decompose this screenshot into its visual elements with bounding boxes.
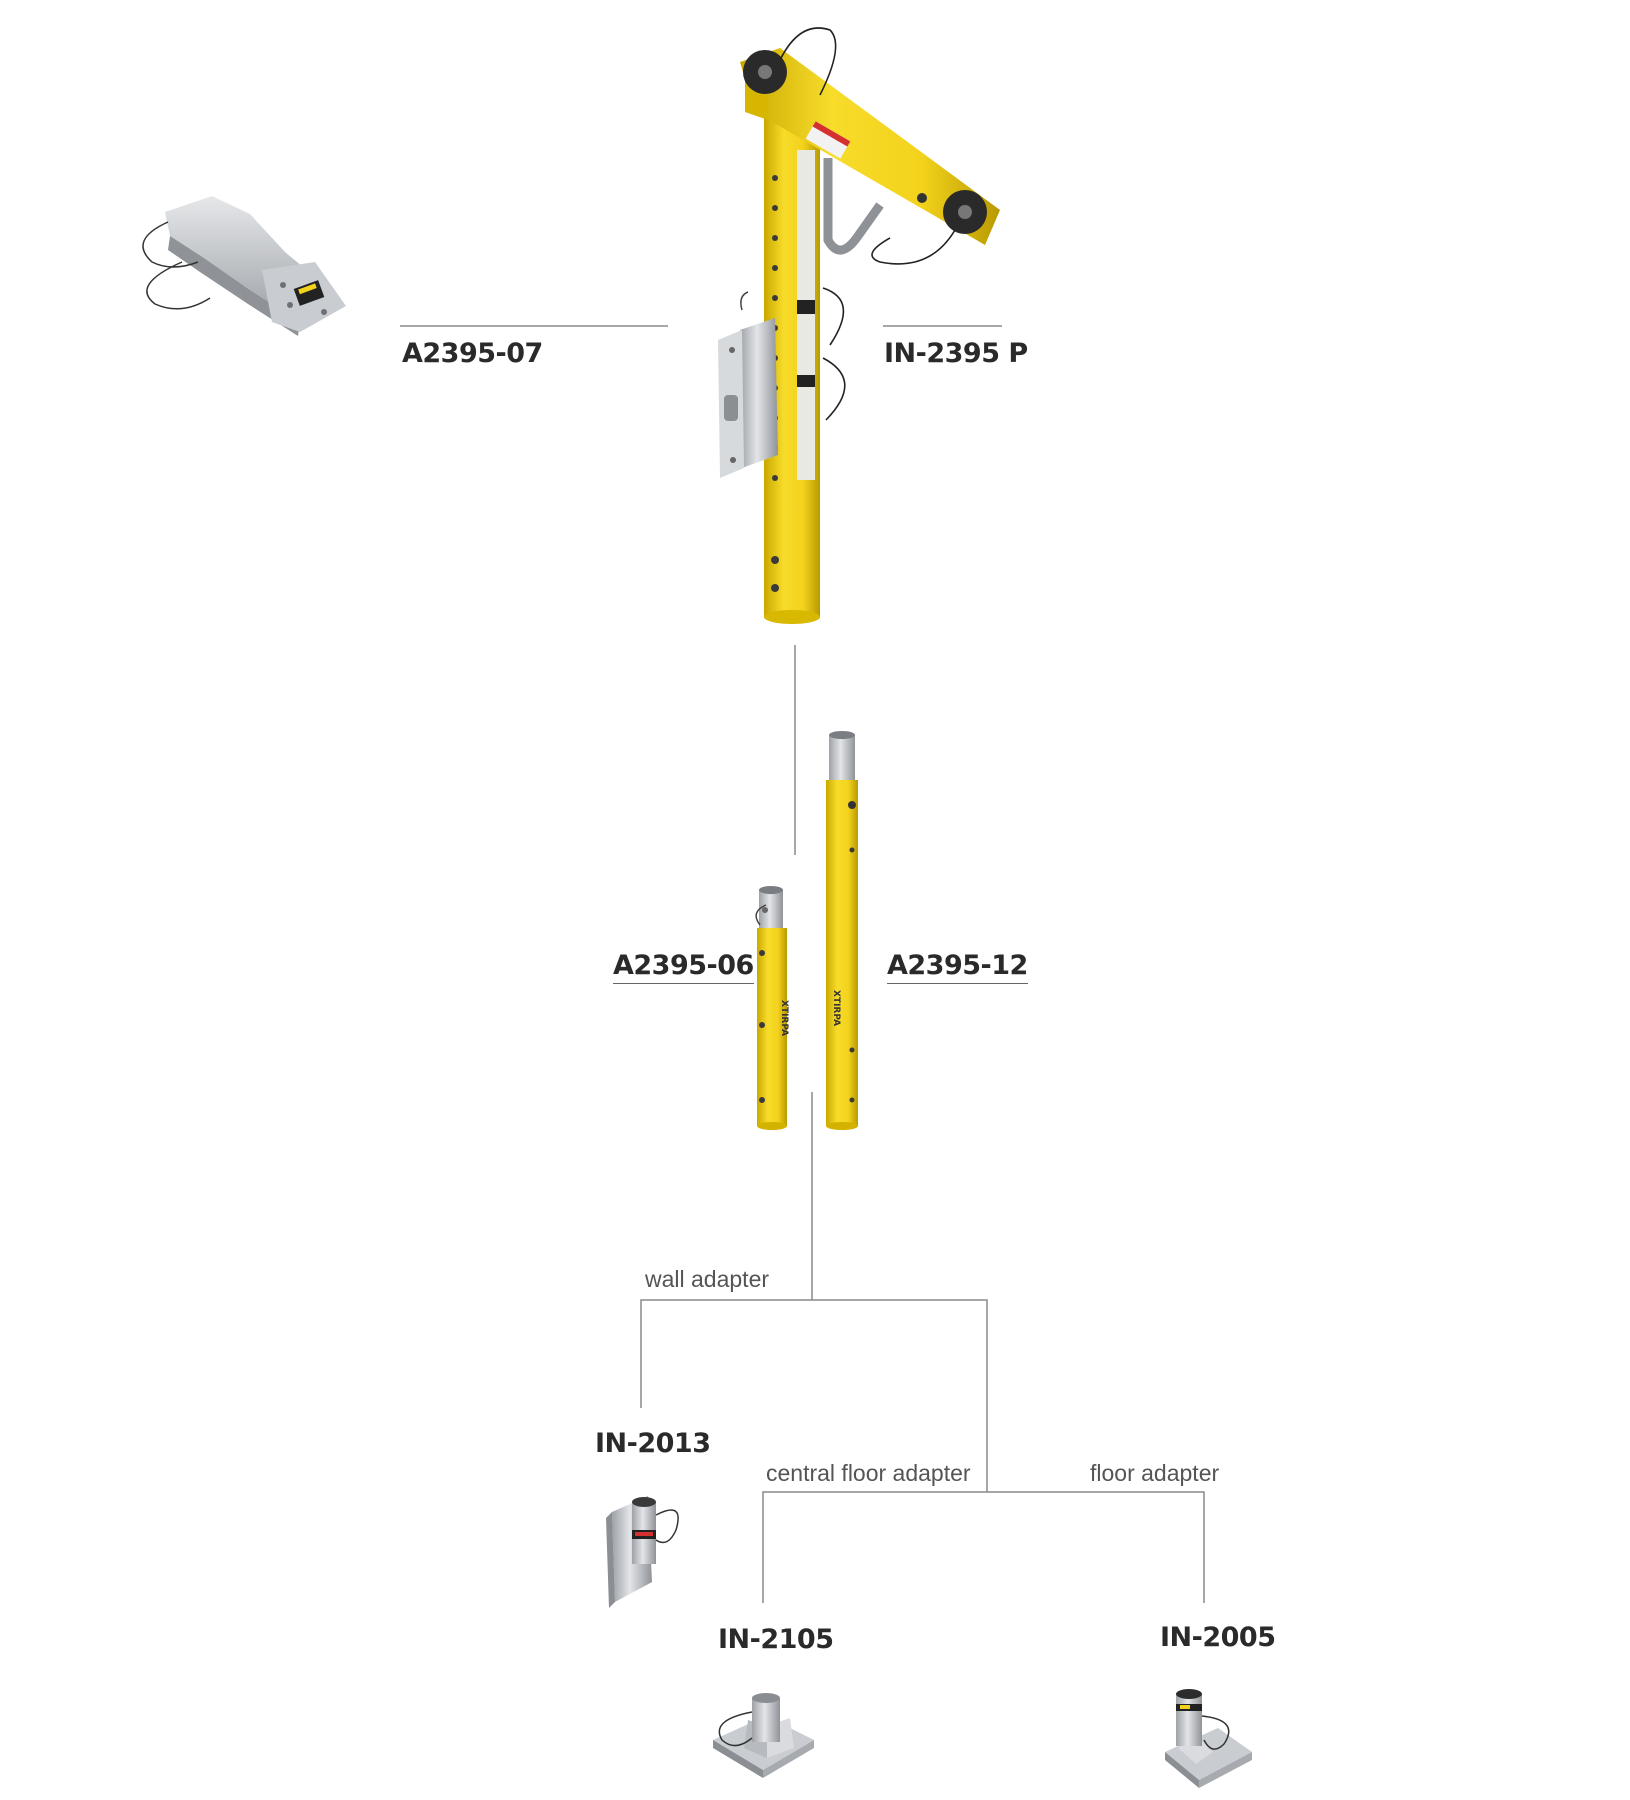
davit-adapter-image — [143, 196, 346, 336]
extension-long-image — [826, 731, 858, 1130]
label-a2395-07: A2395-07 — [402, 338, 543, 369]
floor-base-image — [1165, 1689, 1252, 1788]
svg-text:XTIRPA: XTIRPA — [779, 1000, 789, 1037]
label-in-2395-p: IN-2395 P — [884, 338, 1028, 369]
connector-floor-branch — [987, 1492, 1204, 1603]
label-in-2105: IN-2105 — [718, 1624, 834, 1655]
connector-central-floor-branch — [763, 1492, 987, 1603]
wall-base-image — [606, 1496, 678, 1608]
label-a2395-12: A2395-12 — [887, 950, 1028, 984]
extension-short-image — [756, 886, 789, 1130]
caption-central-floor-adapter: central floor adapter — [766, 1460, 971, 1486]
label-a2395-06: A2395-06 — [613, 950, 754, 984]
central-floor-base-image — [713, 1693, 814, 1778]
connector-wall-branch — [641, 1300, 812, 1408]
caption-floor-adapter: floor adapter — [1090, 1460, 1220, 1486]
svg-text:XTIRPA: XTIRPA — [831, 990, 841, 1027]
label-in-2005: IN-2005 — [1160, 1622, 1276, 1653]
caption-wall-adapter: wall adapter — [645, 1266, 770, 1292]
label-in-2013: IN-2013 — [595, 1428, 711, 1459]
